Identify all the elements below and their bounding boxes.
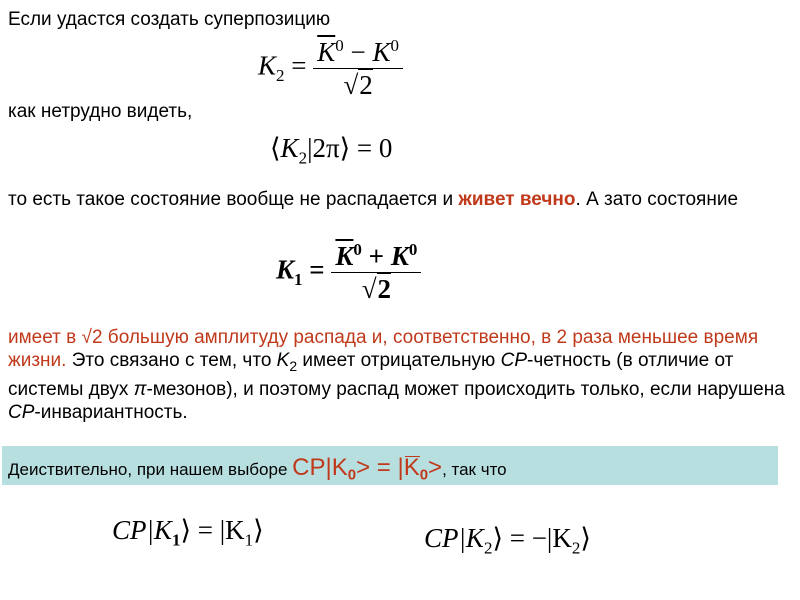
equation-cp-k1: $CP|K_1⟩$ = $|K_1⟩$ — [112, 515, 264, 550]
equation-cp-k2: $CP|K_2⟩$ = $-|K_2⟩$ — [424, 523, 591, 558]
highlight-amplitude: имеет в √2 большую амплитуду распада и, соответственно, в 2 раза меньшее время жизни. — [8, 327, 759, 371]
equation-k1-definition: $K_1$ = $\frac{\overline{K}^0 + K^0}{√2}$ — [276, 240, 421, 305]
cp-choice-text: Деиствительно, при нашем выборе $CP|K_0> = |K_0>$, так что — [8, 454, 507, 484]
paragraph-no-decay: то есть такое состояние вообще не распадается и живет вечно. А зато состояние — [8, 189, 739, 210]
observation-line: как нетрудно видеть, — [8, 101, 193, 122]
intro-line: Если удастся создать суперпозицию — [8, 9, 331, 30]
highlight-lives-forever: живет вечно — [458, 189, 576, 210]
equation-k2-definition: $K_2$ = $\frac{\overline{K}^0 - K^0}{√2}$ — [258, 36, 403, 101]
equation-k2-decay: $⟨K_2|2\pi⟩ = 0$ — [270, 133, 393, 168]
cp-choice-panel — [2, 446, 778, 485]
paragraph-k1-decay: имеет в √2 большую амплитуду распада и, соответственно, в 2 раза меньшее время жизни. Это связано с тем, что $K_2$ имеет отрицательную CP-четность (в отличие от системы двух π-мезонов), и поэтому распад может происходить только, если нарушена CP-инвариантность. — [8, 327, 785, 423]
